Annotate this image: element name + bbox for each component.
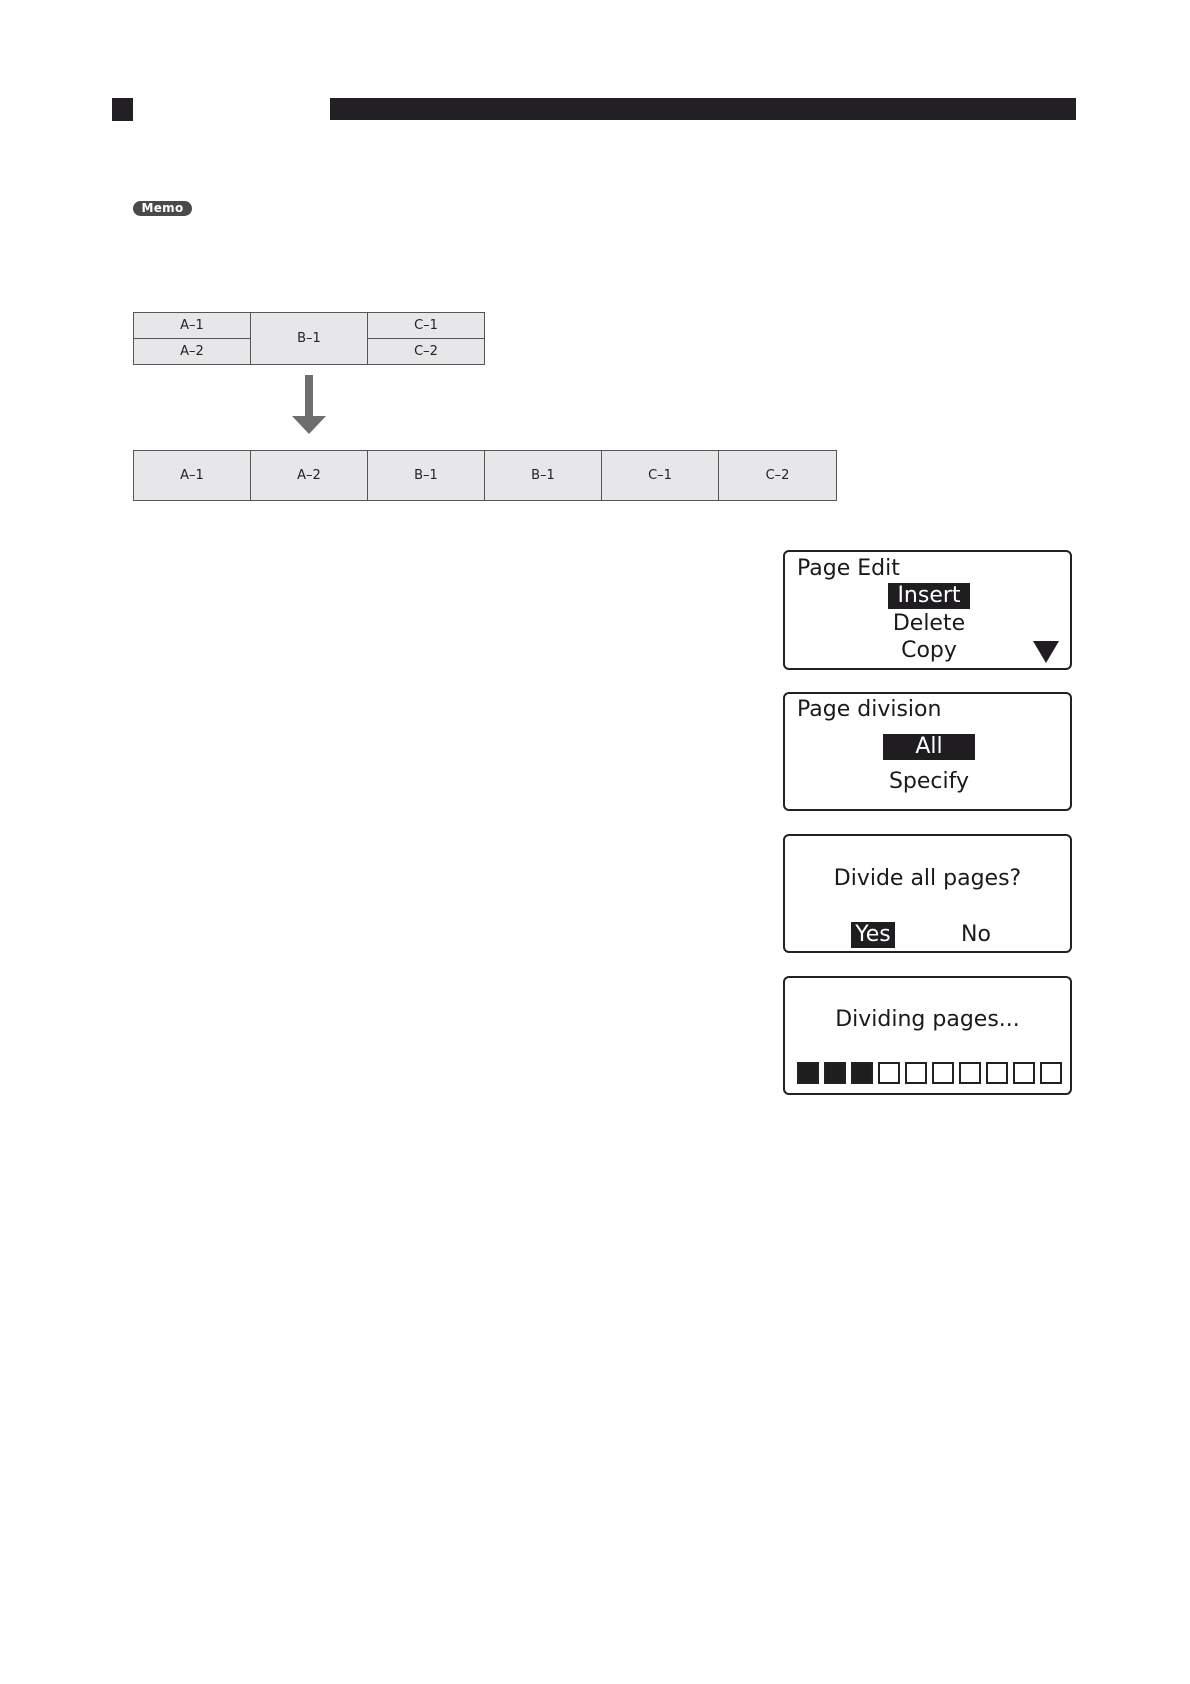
page-cell-a1: A–1 [133,312,251,339]
progress-step-empty [959,1062,981,1084]
lcd-page-division-screen [783,692,1072,811]
confirm-question: Divide all pages? [833,866,1022,891]
progress-step-filled [851,1062,873,1084]
progress-step-empty [1040,1062,1062,1084]
section-marker-square [112,98,133,121]
menu-item-copy[interactable]: Copy [901,638,957,663]
lcd-page-edit-screen [783,550,1072,670]
progress-step-empty [1013,1062,1035,1084]
lcd-progress-screen [783,976,1072,1095]
lcd-confirm-screen [783,834,1072,953]
page-cell-c1: C–1 [367,312,485,339]
down-triangle-icon [1032,640,1060,664]
page-cell-b1: B–1 [250,312,368,365]
memo-badge: Memo [133,201,192,216]
menu-item-specify[interactable]: Specify [888,769,970,794]
page-cell-after: B–1 [484,450,602,501]
menu-item-delete[interactable]: Delete [892,611,966,636]
progress-step-filled [824,1062,846,1084]
progress-step-empty [905,1062,927,1084]
progress-step-filled [797,1062,819,1084]
menu-item-all[interactable]: All [883,734,975,760]
no-option[interactable]: No [961,922,991,947]
lcd-title: Page Edit [797,556,900,581]
down-arrow-icon [290,375,328,435]
page-cell-after: C–1 [601,450,719,501]
progress-bar [797,1062,1063,1084]
menu-item-insert[interactable]: Insert [888,583,970,609]
page-cell-after: C–2 [718,450,837,501]
progress-step-empty [878,1062,900,1084]
page-cell-after: B–1 [367,450,485,501]
page-cell-c2: C–2 [367,338,485,365]
page-cell-after: A–2 [250,450,368,501]
page-cell-after: A–1 [133,450,251,501]
progress-step-empty [932,1062,954,1084]
progress-message: Dividing pages... [835,1007,1020,1032]
lcd-title: Page division [797,697,942,722]
yes-option[interactable]: Yes [851,922,895,948]
page-cell-a2: A–2 [133,338,251,365]
progress-step-empty [986,1062,1008,1084]
section-header-bar [330,98,1076,120]
